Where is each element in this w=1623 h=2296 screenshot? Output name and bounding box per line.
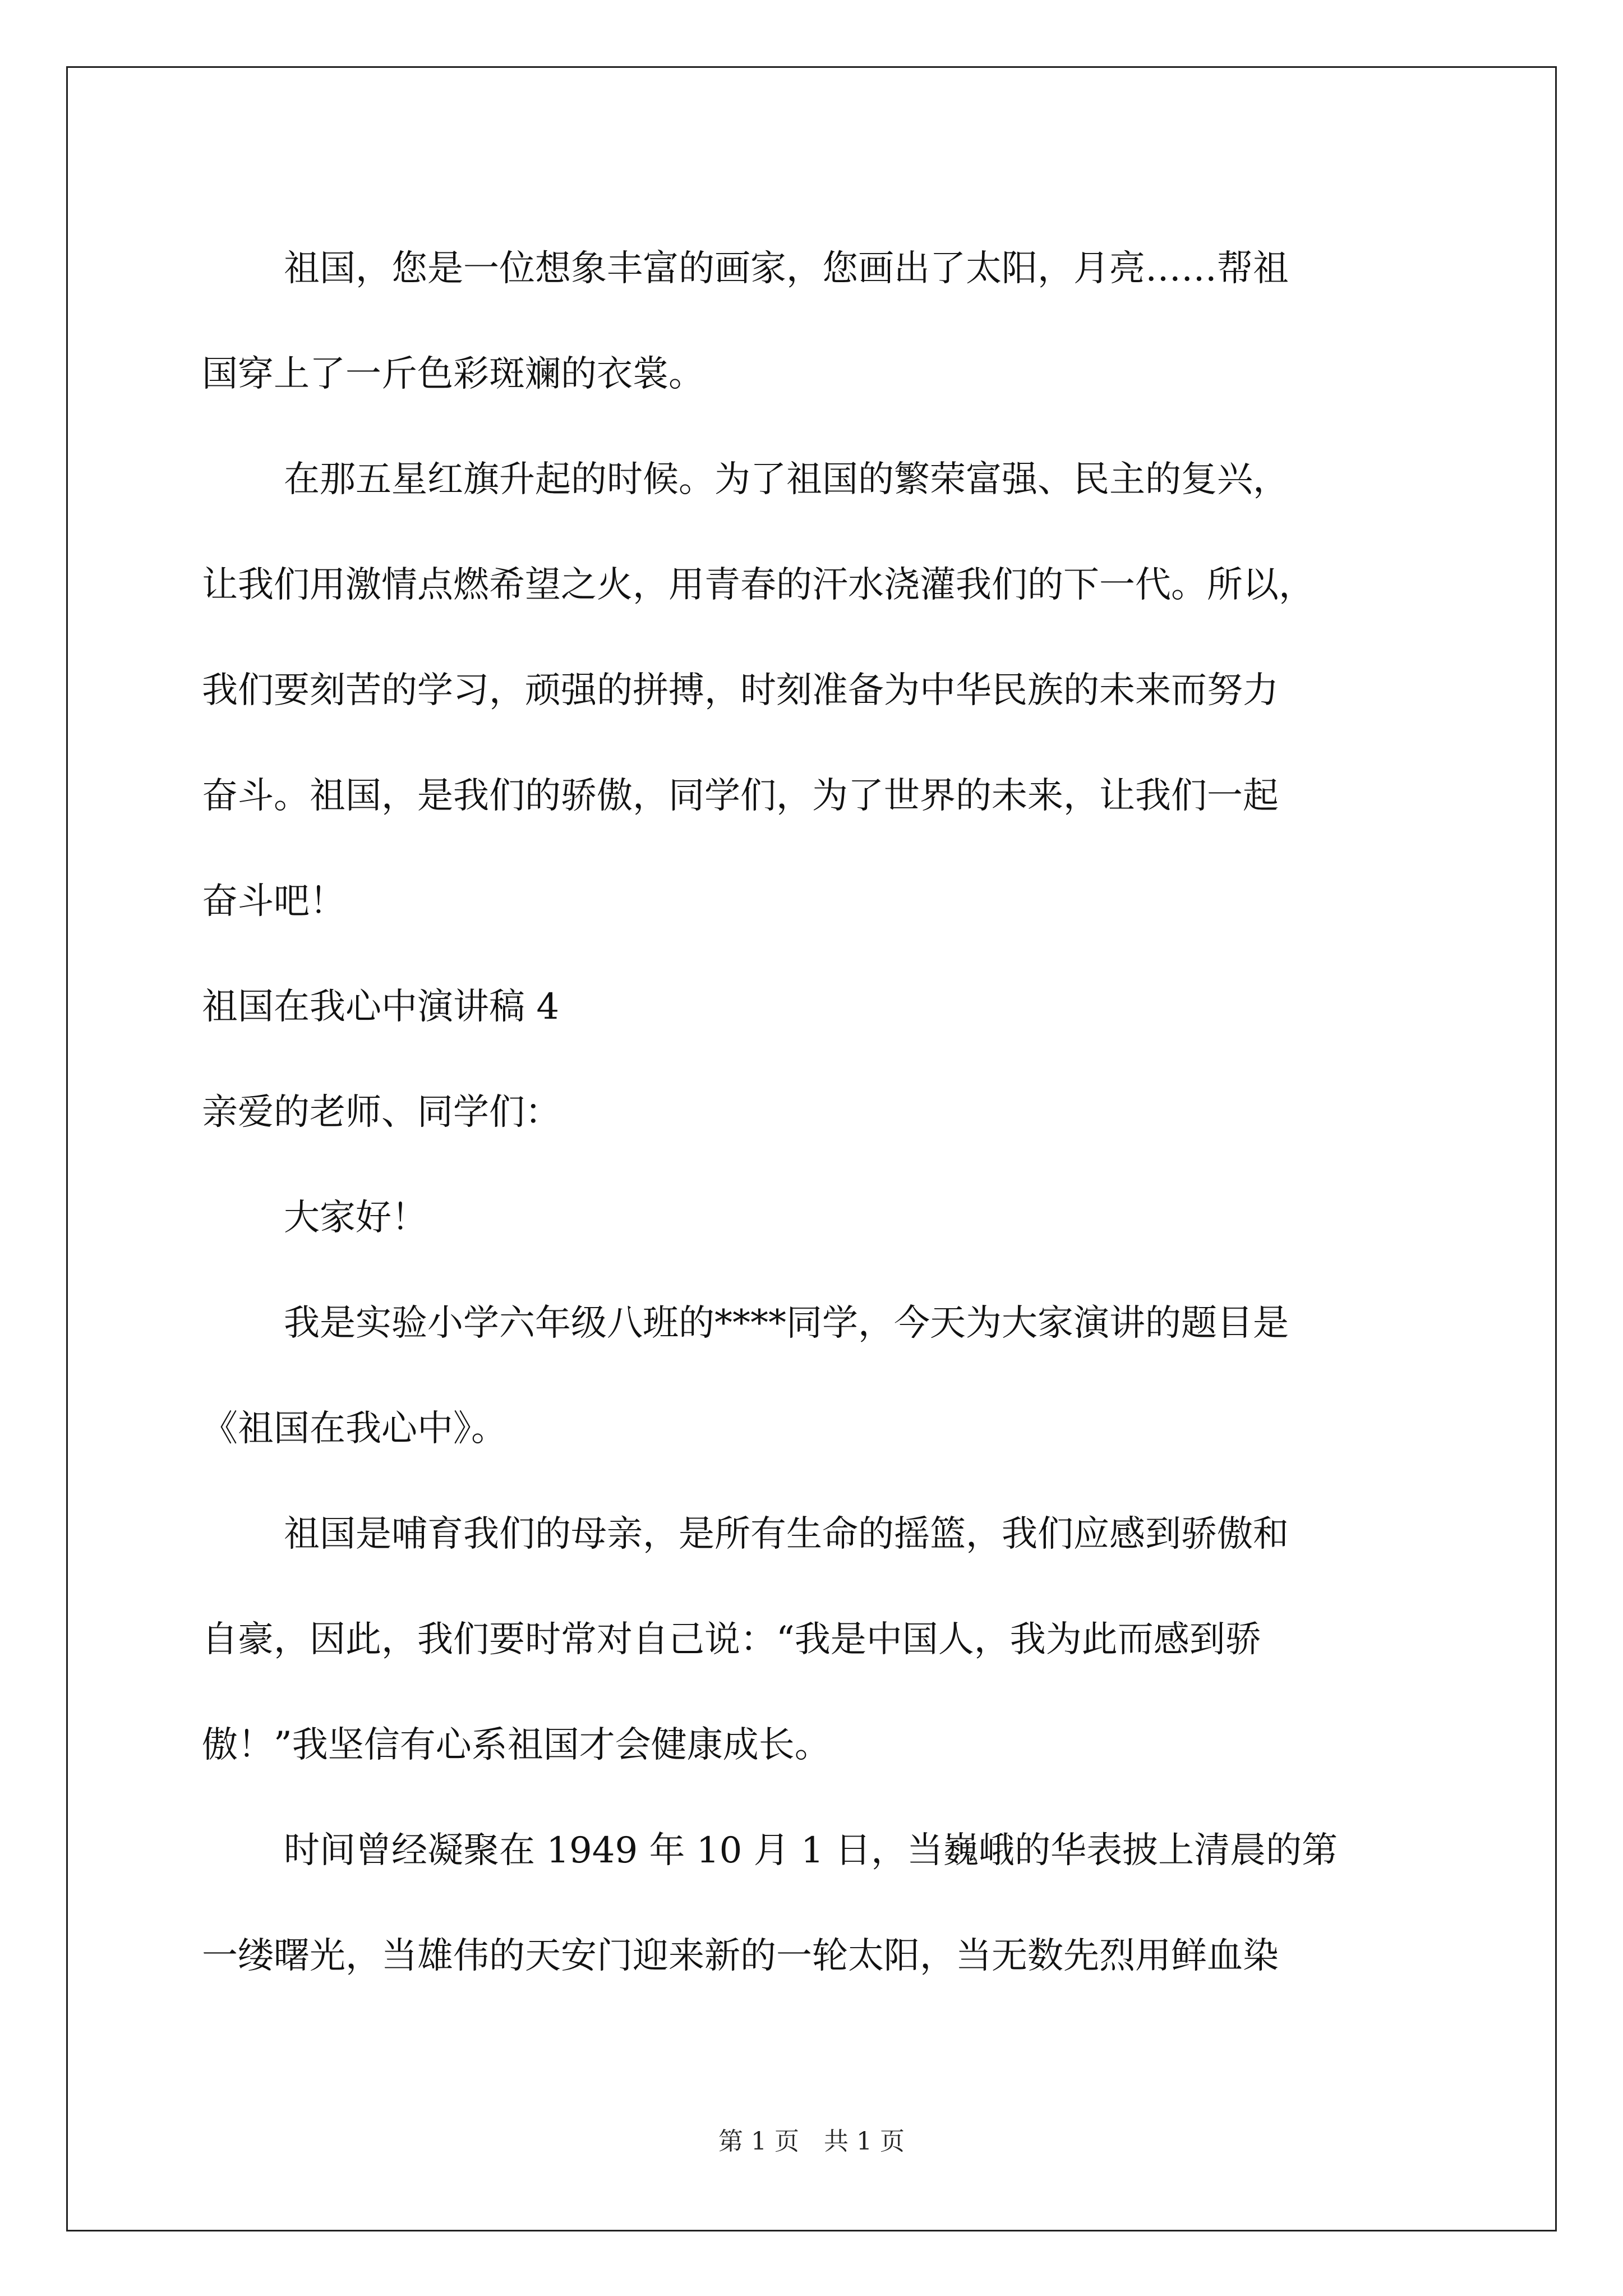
document-body (202, 216, 1430, 2009)
text-line-14: 自豪，因此，我们要时常对自己说：“我是中国人，我为此而感到骄 (202, 1619, 1261, 1660)
text-line-11: 我是实验小学六年级八班的****同学，今天为大家演讲的题目是 (284, 1303, 1289, 1344)
salutation: 亲爱的老师、同学们： (202, 1092, 561, 1133)
page-footer: 第 1 页 共 1 页 (718, 2127, 905, 2156)
text-line-5: 我们要刻苦的学习，顽强的拼搏，时刻准备为中华民族的未来而努力 (202, 670, 1279, 711)
text-line-16: 时间曾经凝聚在 1949 年 10 月 1 日，当巍峨的华表披上清晨的第 (284, 1830, 1338, 1871)
text-line-17: 一缕曙光，当雄伟的天安门迎来新的一轮太阳，当无数先烈用鲜血染 (202, 1935, 1279, 1977)
text-line-13: 祖国是哺育我们的母亲，是所有生命的摇篮，我们应感到骄傲和 (284, 1513, 1289, 1555)
text-line-7: 奋斗吧！ (202, 881, 345, 922)
text-line-3: 在那五星红旗升起的时候。为了祖国的繁荣富强、民主的复兴， (284, 459, 1289, 500)
text-line-4: 让我们用激情点燃希望之火，用青春的汗水浇灌我们的下一代。所以， (202, 564, 1315, 606)
text-line-2: 国穿上了一斤色彩斑斓的衣裳。 (202, 353, 704, 395)
greeting: 大家好！ (284, 1197, 427, 1239)
text-line-1: 祖国，您是一位想象丰富的画家，您画出了太阳，月亮……帮祖 (284, 248, 1289, 289)
text-line-6: 奋斗。祖国，是我们的骄傲，同学们，为了世界的未来，让我们一起 (202, 775, 1279, 817)
section-title: 祖国在我心中演讲稿 4 (202, 986, 560, 1028)
text-line-12: 《祖国在我心中》。 (202, 1408, 507, 1450)
text-line-15: 傲！”我坚信有心系祖国才会健康成长。 (202, 1724, 831, 1766)
